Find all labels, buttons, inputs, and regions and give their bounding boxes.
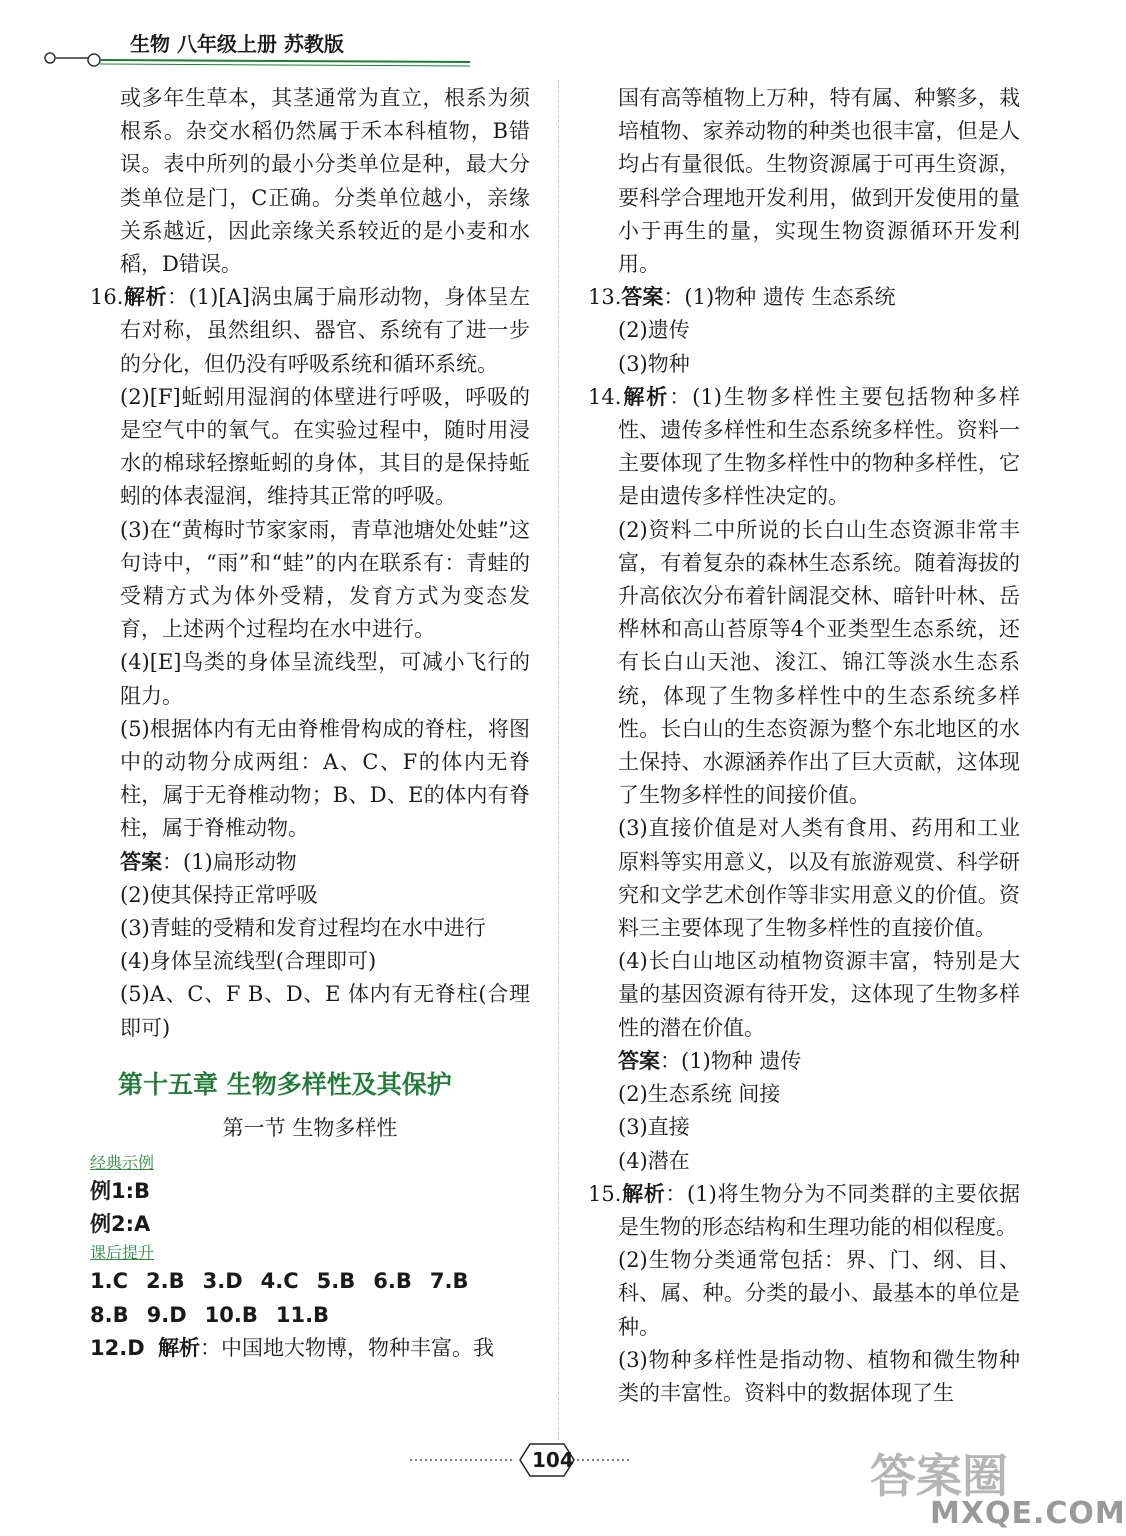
- example-2: 例2:A: [90, 1212, 151, 1237]
- q15-analysis: [588, 1178, 1020, 1244]
- q14-answer-3: (3)直接: [618, 1115, 690, 1140]
- right-column: [588, 82, 1020, 1410]
- watermark-url: MXQE.COM: [930, 1496, 1126, 1531]
- continued-text: 或多年生草本，其茎通常为直立，根系为须根系。杂交水稻仍然属于禾本科植物，B错误。表中所列的最小分类单位是种，最大分类单位是门，C正确。分类单位越小，亲缘关系越近，因此亲缘关系较近的是小麦和水稻，D错误。: [120, 86, 530, 277]
- q13-number: 13.: [588, 285, 622, 310]
- q15-para-3: (3)物种多样性是指动物、植物和微生物种类的丰富性。资料中的数据体现了生: [618, 1347, 1020, 1405]
- q14-para-2: (2)资料二中所说的长白山生态资源非常丰富，有着复杂的森林生态系统。随着海拔的升高依次分布着针阔混交林、暗针叶林、岳桦林和高山苔原等4个亚类型生态系统，还有长白山天池、浚江、锦江等淡水生态系统，体现了生物多样性中的生态系统多样性。长白山的生态资源为整个东北地区的水土保持、水源涵养作出了巨大贡献，这体现了生物多样性的间接价值。: [618, 517, 1020, 808]
- q16-answer-first: ：(1)扁形动物: [162, 849, 297, 874]
- q15-para-2: (2)生物分类通常包括：界、门、纲、目、科、属、种。分类的最小、最基本的单位是种。: [618, 1248, 1020, 1339]
- q16-para-5: (5)根据体内有无由脊椎骨构成的脊柱，将图中的动物分成两组：A、C、F的体内无脊柱，属于无脊椎动物；B、D、E的体内有脊柱，属于脊椎动物。: [120, 716, 530, 841]
- answer-item: 5.B: [316, 1269, 356, 1294]
- page-number: 104: [532, 1448, 574, 1472]
- q14-first: ：(1)生物多样性主要包括物种多样性、遗传多样性和生态系统多样性。资料一主要体现了生物多样性中的物种多样性，它是由遗传多样性决定的。: [618, 384, 1020, 509]
- q16-answer-label: 答案: [120, 849, 162, 874]
- section-title: 第一节 生物多样性: [222, 1115, 398, 1140]
- answer-item: 8.B: [90, 1302, 129, 1327]
- q12-analysis: [90, 1332, 530, 1365]
- q16-number: 16.: [90, 285, 124, 310]
- q16-first: ：(1)[A]涡虫属于扁形动物，身体呈左右对称，虽然组织、器官、系统有了进一步的分化，但仍没有呼吸系统和循环系统。: [120, 285, 530, 376]
- q16-analysis: [90, 281, 530, 381]
- answer-item: 11.B: [275, 1302, 330, 1327]
- q16-answer-2: (2)使其保持正常呼吸: [120, 882, 318, 907]
- left-column: [90, 82, 530, 1365]
- q16-para-4: (4)[E]鸟类的身体呈流线型，可减小飞行的阻力。: [120, 650, 530, 708]
- q16-answer-4: (4)身体呈流线型(合理即可): [120, 949, 377, 974]
- q12-number: 12.D: [90, 1335, 145, 1360]
- q13-answer: [588, 281, 1020, 314]
- example-1: 例1:B: [90, 1178, 151, 1203]
- q16-para-2: (2)[F]蚯蚓用湿润的体壁进行呼吸，呼吸的是空气中的氧气。在实验过程中，随时用浸水的棉球轻擦蚯蚓的身体，其目的是保持蚯蚓的体表湿润，维持其正常的呼吸。: [120, 384, 530, 509]
- classic-examples-label: 经典示例: [90, 1152, 155, 1172]
- answer-item: 1.C: [90, 1269, 129, 1294]
- q14-answer-first: ：(1)物种 遗传: [660, 1048, 802, 1073]
- book-title: 生物 八年级上册 苏教版: [130, 32, 344, 56]
- watermark-logo: 答案圈: [870, 1449, 1008, 1503]
- answer-item: 4.C: [260, 1269, 299, 1294]
- q16-para-3: (3)在“黄梅时节家家雨，青草池塘处处蛙”这句诗中，“雨”和“蛙”的内在联系有：青蛙的受精方式为体外受精，发育方式为变态发育，上述两个过程均在水中进行。: [120, 517, 530, 642]
- q14-analysis: [588, 381, 1020, 514]
- q13-line-2: (2)遗传: [618, 318, 690, 343]
- answer-item: 10.B: [204, 1302, 258, 1327]
- page-footer: [400, 1440, 640, 1480]
- q14-number: 14.: [588, 384, 622, 409]
- q14-answer-2: (2)生态系统 间接: [618, 1082, 781, 1107]
- answer-row-2: [90, 1299, 530, 1332]
- answer-item: 3.D: [202, 1269, 243, 1294]
- answer-item: 7.B: [429, 1269, 469, 1294]
- q14-para-4: (4)长白山地区动植物资源丰富，特别是大量的基因资源有待开发，这体现了生物多样性的潜在价值。: [618, 949, 1020, 1040]
- q15-number: 15.: [588, 1181, 622, 1206]
- page-number-ornament: [400, 1440, 640, 1480]
- q13-first: ：(1)物种 遗传 生态系统: [663, 285, 896, 310]
- column-divider: [558, 80, 559, 1440]
- q15-label: 解析: [621, 1181, 666, 1206]
- page-header: [0, 0, 520, 72]
- q16-label: 解析: [123, 285, 168, 310]
- q14-answer-4: (4)潜在: [618, 1148, 690, 1173]
- q16-answer-3: (3)青蛙的受精和发育过程均在水中进行: [120, 916, 486, 941]
- q14-answer: [588, 1045, 1020, 1078]
- q16-answer: [90, 846, 530, 879]
- chapter-title: 第十五章 生物多样性及其保护: [118, 1069, 452, 1099]
- q14-answer-label: 答案: [618, 1048, 660, 1073]
- answer-row-1: [90, 1265, 530, 1298]
- q13-line-3: (3)物种: [618, 351, 690, 376]
- q14-para-3: (3)直接价值是对人类有食用、药用和工业原料等实用意义，以及有旅游观赏、科学研究和文学艺术创作等非实用意义的价值。资料三主要体现了生物多样性的直接价值。: [618, 816, 1020, 941]
- q15-first: ：(1)将生物分为不同类群的主要依据是生物的形态结构和生理功能的相似程度。: [618, 1181, 1021, 1239]
- q12-label: 解析: [158, 1335, 200, 1360]
- q13-label: 答案: [621, 285, 664, 310]
- q16-answer-5: (5)A、C、F B、D、E 体内有无脊柱(合理即可): [120, 982, 530, 1040]
- after-class-label: 课后提升: [90, 1243, 155, 1263]
- answer-item: 9.D: [146, 1302, 187, 1327]
- q12-text: ：中国地大物博，物种丰富。我: [200, 1335, 494, 1360]
- answer-item: 2.B: [146, 1269, 185, 1294]
- q12-continued: 国有高等植物上万种，特有属、种繁多，栽培植物、家养动物的种类也很丰富，但是人均占有量很低。生物资源属于可再生资源，要科学合理地开发利用，做到开发使用的量小于再生的量，实现生物资源循环开发利用。: [618, 86, 1020, 277]
- q14-label: 解析: [621, 384, 670, 409]
- answer-item: 6.B: [373, 1269, 412, 1294]
